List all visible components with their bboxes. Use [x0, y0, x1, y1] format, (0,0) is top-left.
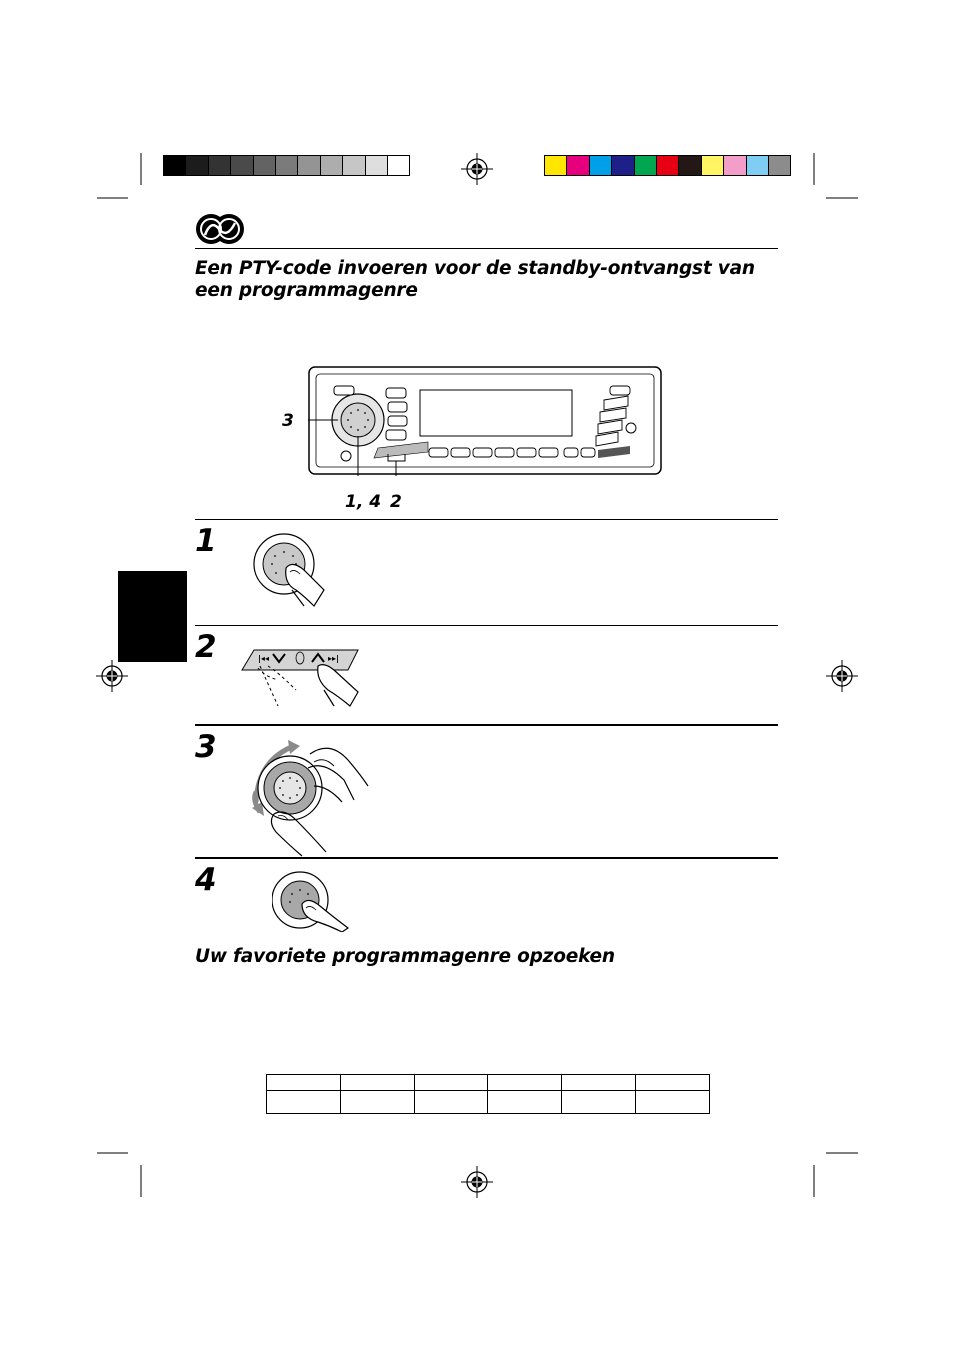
- pty-code-table: [266, 1074, 710, 1114]
- section-rule-top: [195, 248, 778, 249]
- table-cell: [267, 1091, 341, 1114]
- car-stereo-panel-illustration: [308, 366, 662, 476]
- table-cell: [562, 1075, 636, 1091]
- callout-press: 1, 4: [345, 492, 382, 512]
- gray-swatch: [163, 155, 186, 176]
- color-swatch: [678, 155, 701, 176]
- table-cell: [488, 1091, 562, 1114]
- color-swatch: [544, 155, 567, 176]
- svg-text:|◂◂: |◂◂: [258, 654, 269, 663]
- color-swatch: [723, 155, 746, 176]
- step-number: 2: [195, 629, 217, 665]
- callout-buttons: 2: [390, 492, 402, 512]
- gray-swatch: [387, 155, 410, 176]
- press-dial-icon: [252, 532, 332, 608]
- color-swatch: [566, 155, 589, 176]
- main-heading: Een PTY-code invoeren voor de standby-ontvangst van een programmagenre: [195, 258, 755, 301]
- color-swatch: [746, 155, 769, 176]
- gray-swatch: [365, 155, 388, 176]
- step-rule: [195, 857, 778, 859]
- gray-swatch: [253, 155, 276, 176]
- registration-mark-bottom: [461, 1166, 493, 1198]
- secondary-heading: Uw favoriete programmagenre opzoeken: [195, 946, 615, 967]
- color-swatch: [656, 155, 679, 176]
- table-cell: [636, 1091, 710, 1114]
- color-swatch: [589, 155, 612, 176]
- step-number: 1: [195, 523, 217, 559]
- table-cell: [414, 1091, 488, 1114]
- registration-mark-right: [826, 660, 858, 692]
- callout-dial: 3: [282, 411, 294, 431]
- step-rule: [195, 724, 778, 726]
- color-swatch: [701, 155, 724, 176]
- table-cell: [340, 1075, 414, 1091]
- press-dial-icon: [272, 868, 352, 932]
- table-cell: [414, 1075, 488, 1091]
- table-cell: [636, 1075, 710, 1091]
- rds-logo-icon: [195, 213, 245, 245]
- color-swatch: [768, 155, 791, 176]
- table-cell: [488, 1075, 562, 1091]
- table-row: [267, 1075, 710, 1091]
- gray-swatch: [342, 155, 365, 176]
- step-rule: [195, 519, 778, 520]
- color-swatch: [634, 155, 657, 176]
- registration-mark-left: [96, 660, 128, 692]
- color-swatch: [611, 155, 634, 176]
- rotate-dial-icon: [244, 740, 370, 858]
- table-row: [267, 1091, 710, 1114]
- svg-text:▸▸|: ▸▸|: [328, 654, 339, 663]
- gray-swatch: [230, 155, 253, 176]
- language-side-tab: [118, 571, 187, 662]
- gray-swatch: [208, 155, 231, 176]
- table-cell: [267, 1075, 341, 1091]
- table-cell: [562, 1091, 636, 1114]
- press-up-down-buttons-icon: [238, 646, 360, 708]
- gray-swatch: [185, 155, 208, 176]
- registration-mark-top: [461, 153, 493, 185]
- gray-swatch: [320, 155, 343, 176]
- step-number: 4: [195, 862, 217, 898]
- gray-swatch: [297, 155, 320, 176]
- step-number: 3: [195, 729, 217, 765]
- gray-swatch: [275, 155, 298, 176]
- step-rule: [195, 625, 778, 626]
- table-cell: [340, 1091, 414, 1114]
